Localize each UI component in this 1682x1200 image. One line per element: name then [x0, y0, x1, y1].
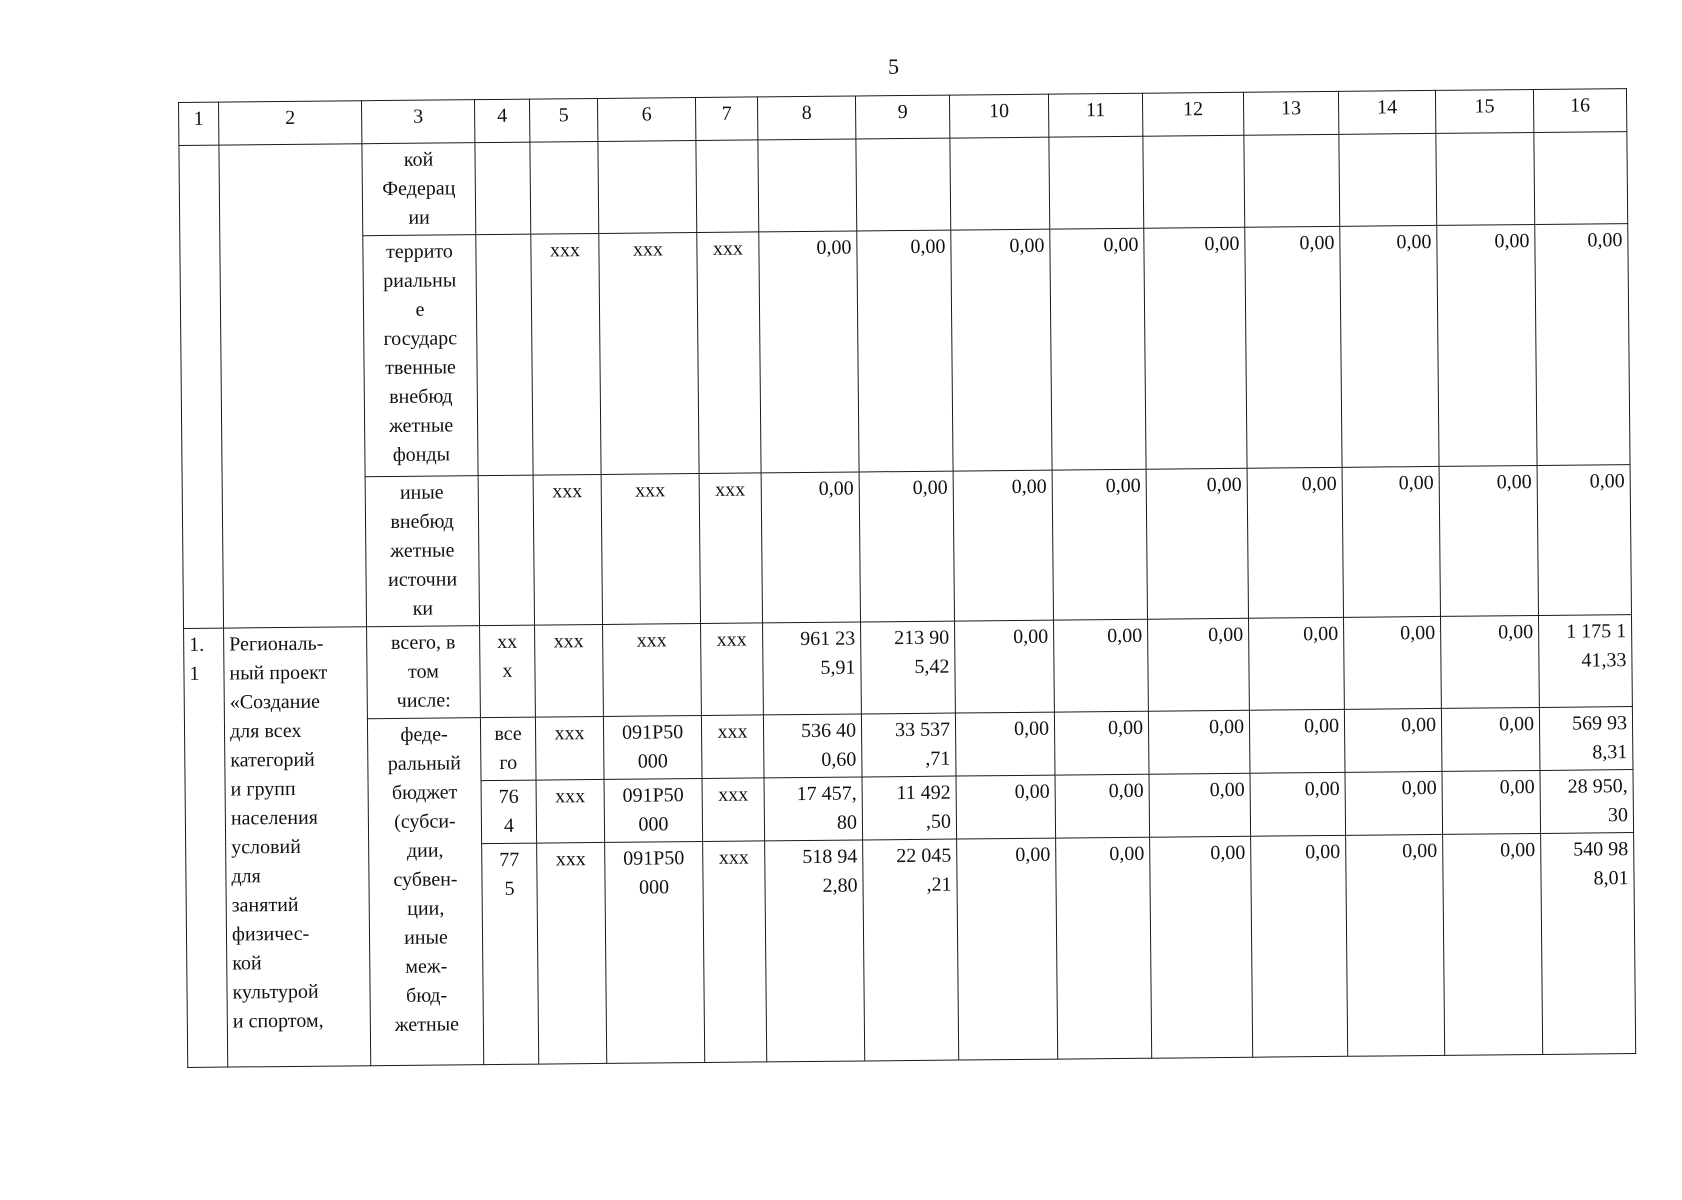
item-number-cell: 1. 1	[184, 628, 228, 1067]
amount-cell: 0,00	[1144, 227, 1247, 469]
table-cell	[219, 144, 367, 628]
header-cell: 2	[219, 101, 362, 145]
header-cell: 13	[1243, 91, 1338, 135]
amount-cell: 0,00	[953, 470, 1053, 621]
amount-cell: 0,00	[1342, 466, 1440, 617]
table-row	[180, 224, 1630, 479]
table-cell	[856, 138, 951, 231]
table-cell: xx x	[480, 625, 536, 718]
table-cell	[758, 139, 857, 232]
amount-cell: 1 175 1 41,33	[1538, 615, 1632, 708]
header-cell: 1	[179, 102, 219, 145]
amount-cell: 536 40 0,60	[763, 714, 862, 778]
amount-cell: 22 045 ,21	[863, 839, 959, 1061]
amount-cell: 518 94 2,80	[765, 840, 865, 1062]
amount-cell: 569 93 8,31	[1539, 707, 1633, 771]
amount-cell: 0,00	[1054, 711, 1149, 775]
page-number: 5	[888, 54, 899, 79]
amount-cell: 0,00	[1340, 225, 1439, 467]
table-cell	[478, 475, 534, 626]
table-cell	[1339, 133, 1437, 226]
amount-cell: 33 537 ,71	[861, 713, 956, 777]
header-cell: 12	[1142, 92, 1243, 136]
header-cell: 10	[949, 94, 1048, 138]
table-cell	[1534, 132, 1628, 225]
amount-cell: 0,00	[1054, 619, 1149, 712]
amount-cell: 17 457, 80	[764, 777, 863, 841]
amount-cell: 0,00	[955, 712, 1055, 776]
header-cell: 7	[695, 97, 757, 141]
table-cell: xxx	[603, 624, 702, 717]
table-row	[179, 132, 1628, 238]
table-cell	[1436, 132, 1535, 225]
amount-cell: 0,00	[1056, 837, 1152, 1059]
funding-source-cell: террито риальны е государс твенные внебюд жетные фонды	[363, 235, 478, 477]
table-cell: xxx	[701, 715, 764, 779]
amount-cell: 0,00	[1251, 835, 1348, 1057]
table-cell: 091P50 000	[604, 779, 703, 843]
funding-source-cell: кой Федерац ии	[362, 143, 476, 236]
header-cell: 8	[757, 96, 855, 140]
header-cell: 16	[1533, 89, 1626, 133]
header-cell: 11	[1048, 93, 1142, 137]
table-cell	[1049, 136, 1144, 229]
amount-cell: 0,00	[1052, 469, 1147, 620]
amount-cell: 0,00	[1245, 226, 1342, 468]
budget-table	[178, 88, 1636, 1068]
amount-cell: 0,00	[1537, 465, 1631, 616]
amount-cell: 0,00	[1440, 615, 1539, 708]
header-cell: 5	[529, 98, 597, 142]
table-cell: xxx	[702, 778, 765, 842]
amount-cell: 0,00	[1439, 465, 1538, 616]
header-cell: 9	[855, 95, 949, 139]
table-cell: xxx	[599, 233, 699, 475]
table-cell: 77 5	[482, 843, 539, 1065]
table-cell	[1244, 134, 1340, 227]
header-cell: 15	[1435, 89, 1533, 133]
table-cell: xxx	[535, 624, 604, 717]
amount-cell: 0,00	[759, 231, 859, 473]
funding-source-cell: всего, в том числе:	[367, 626, 481, 719]
header-cell: 3	[361, 100, 474, 144]
table-cell: xxx	[697, 232, 761, 474]
header-cell: 4	[474, 99, 529, 143]
funding-source-cell: феде- ральный бюджет (субси- дии, субвен- ции, иные меж- бюд- жетные	[367, 718, 483, 1066]
amount-cell: 0,00	[1535, 224, 1630, 466]
table-cell: xxx	[531, 233, 601, 475]
table-row	[182, 465, 1631, 629]
amount-cell: 540 98 8,01	[1541, 833, 1636, 1055]
table-cell: xxx	[699, 473, 762, 624]
amount-cell: 0,00	[957, 838, 1058, 1060]
amount-cell: 0,00	[1146, 468, 1248, 619]
table-cell: xxx	[533, 474, 602, 625]
table-cell	[696, 140, 759, 233]
amount-cell: 0,00	[1442, 770, 1541, 834]
funding-source-cell: иные внебюд жетные источни ки	[365, 476, 479, 627]
table-cell: xxx	[536, 779, 605, 843]
amount-cell: 0,00	[1148, 618, 1250, 711]
amount-cell: 0,00	[955, 620, 1055, 713]
table-cell: все го	[480, 717, 536, 781]
table-row	[184, 615, 1633, 721]
table-cell	[950, 137, 1050, 230]
amount-cell: 0,00	[1249, 709, 1345, 773]
amount-cell: 213 90 5,42	[861, 621, 956, 714]
table-cell	[179, 145, 224, 628]
amount-cell: 0,00	[1247, 467, 1343, 618]
table-cell	[476, 234, 533, 476]
amount-cell: 0,00	[1344, 616, 1442, 709]
project-name-cell: Региональ- ный проект «Создание для всех категорий и групп населения условий для занятий физичес- кой культурой и спортом,	[224, 627, 371, 1067]
table-cell: 091P50 000	[603, 716, 702, 780]
amount-cell: 0,00	[956, 775, 1056, 839]
table-cell: xxx	[601, 474, 700, 625]
amount-cell: 0,00	[1148, 710, 1250, 774]
table-cell: xxx	[535, 716, 604, 780]
amount-cell: 0,00	[1150, 836, 1253, 1058]
amount-cell: 0,00	[1346, 834, 1445, 1056]
amount-cell: 961 23 5,91	[763, 622, 862, 715]
budget-table-sheet	[178, 88, 1636, 1068]
amount-cell: 0,00	[1437, 224, 1537, 466]
header-cell: 14	[1338, 90, 1435, 134]
table-cell: xxx	[703, 841, 767, 1063]
amount-cell: 0,00	[1055, 774, 1150, 838]
amount-cell: 0,00	[1050, 228, 1146, 470]
table-cell	[530, 141, 599, 234]
amount-cell: 0,00	[859, 471, 954, 622]
amount-cell: 0,00	[857, 230, 953, 472]
amount-cell: 0,00	[1250, 772, 1346, 836]
table-cell: 76 4	[481, 780, 537, 844]
amount-cell: 0,00	[1443, 833, 1543, 1055]
header-cell: 6	[597, 98, 695, 142]
amount-cell: 0,00	[1249, 617, 1345, 710]
amount-cell: 0,00	[951, 229, 1052, 471]
amount-cell: 0,00	[1441, 707, 1540, 771]
amount-cell: 11 492 ,50	[862, 776, 957, 840]
amount-cell: 28 950, 30	[1540, 770, 1634, 834]
table-cell	[475, 142, 531, 235]
table-cell: xxx	[701, 623, 764, 716]
amount-cell: 0,00	[761, 472, 860, 623]
table-cell	[1143, 135, 1245, 228]
amount-cell: 0,00	[1149, 773, 1251, 837]
table-cell: xxx	[537, 842, 607, 1064]
amount-cell: 0,00	[1344, 708, 1442, 772]
amount-cell: 0,00	[1345, 771, 1443, 835]
table-cell	[598, 141, 697, 234]
table-cell: 091P50 000	[605, 841, 705, 1063]
